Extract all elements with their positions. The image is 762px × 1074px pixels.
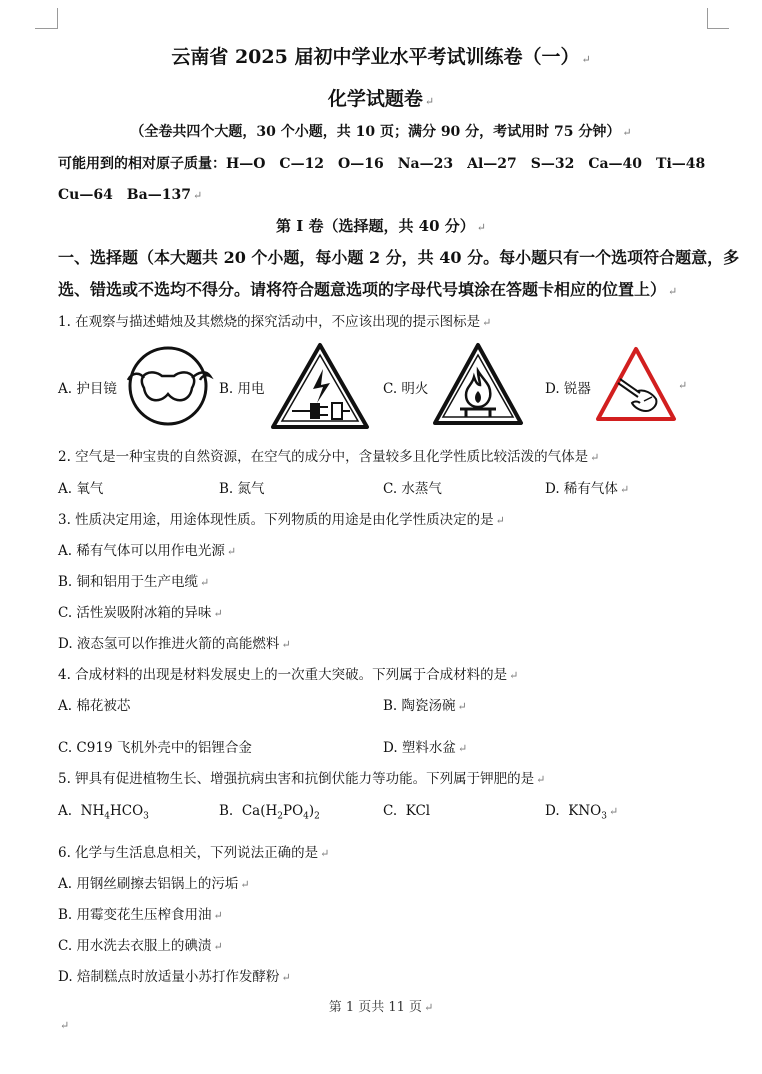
question-1-option-c: C. 明火 [383,381,429,397]
question-6-option-b: B. 用霉变花生压榨食用油 ↵ [58,907,223,923]
crop-mark-left-v [57,8,58,29]
question-2-option-a: A. 氧气 [58,481,104,497]
question-5-stem: 5. 钾具有促进植物生长、增强抗病虫害和抗倒伏能力等功能。下列属于钾肥的是 ↵ [58,771,546,787]
question-1-end-mark: ↵ [678,379,688,392]
part1-title: 第 I 卷（选择题，共 40 分） ↵ [276,217,486,235]
question-3-option-a: A. 稀有气体可以用作电光源 ↵ [58,543,237,559]
page-title: 云南省 2025 届初中学业水平考试训练卷（一） ↵ [171,46,591,68]
question-3-stem: 3. 性质决定用途，用途体现性质。下列物质的用途是由化学性质决定的是 ↵ [58,512,505,528]
atomic-masses-line1: 可能用到的相对原子质量：H—O C—12 O—16 Na—23 Al—27 S—32 Ca—40 Ti—48 [58,156,706,172]
question-4-option-c: C. C919 飞机外壳中的铝锂合金 [58,740,252,756]
question-3-option-b: B. 铜和铝用于生产电缆 ↵ [58,574,210,590]
question-5-option-b: B. $Ca(H_2PO_4)_2$ [219,803,320,822]
question-1-option-d: D. 锐器 [545,381,591,397]
question-3-option-c: C. 活性炭吸附冰箱的异味 ↵ [58,605,223,621]
atomic-masses-line2: Cu—64 Ba—137 ↵ [58,187,203,203]
question-3-option-d: D. 液态氢可以作推进火箭的高能燃料 ↵ [58,636,291,652]
section1-heading-line1: 一、选择题（本大题共 20 个小题，每小题 2 分，共 40 分。每小题只有一个选项符合题意，多 [58,248,740,267]
question-2-option-b: B. 氮气 [219,481,265,497]
trailing-paragraph-mark: ↵ [60,1019,70,1032]
question-6-stem: 6. 化学与生活息息相关，下列说法正确的是 ↵ [58,845,330,861]
question-5-option-c: C. KCl [383,803,431,819]
question-2-option-d: D. 稀有气体 ↵ [545,481,630,497]
sharp-object-warning-icon [594,345,678,425]
question-6-option-a: A. 用钢丝刷擦去铝锅上的污垢 ↵ [58,876,250,892]
question-4-option-b: B. 陶瓷汤碗 ↵ [383,698,467,714]
crop-mark-right-h [707,28,729,29]
question-4-option-d: D. 塑料水盆 ↵ [383,740,468,756]
page-subtitle: 化学试题卷 ↵ [327,88,435,110]
question-6-option-d: D. 焙制糕点时放适量小苏打作发酵粉 ↵ [58,969,291,985]
open-flame-warning-icon [432,341,524,427]
question-4-option-a: A. 棉花被芯 [58,698,131,714]
question-2-option-c: C. 水蒸气 [383,481,442,497]
question-6-option-c: C. 用水洗去衣服上的碘渍 ↵ [58,938,223,954]
question-4-stem: 4. 合成材料的出现是材料发展史上的一次重大突破。下列属于合成材料的是 ↵ [58,667,519,683]
question-5-option-d: D. $KNO_3$ ↵ [545,803,619,822]
section1-heading-line2: 选、错选或不选均不得分。请将符合题意选项的字母代号填涂在答题卡相应的位置上） ↵ [58,280,678,299]
question-5-option-a: A. $NH_4HCO_3$ [58,803,149,822]
electricity-warning-icon [270,341,370,431]
page-footer: 第 1 页共 11 页 ↵ [328,1000,434,1015]
question-1-option-b: B. 用电 [219,381,265,397]
question-2-stem: 2. 空气是一种宝贵的自然资源，在空气的成分中，含量较多且化学性质比较活泼的气体是 ↵ [58,449,600,465]
crop-mark-right-v [707,8,708,29]
goggles-icon [122,344,214,428]
question-1-option-a: A. 护目镜 [58,381,117,397]
question-1-stem: 1. 在观察与描述蜡烛及其燃烧的探究活动中，不应该出现的提示图标是 ↵ [58,314,492,330]
exam-instructions: （全卷共四个大题，30 个小题，共 10 页；满分 90 分，考试用时 75 分钟） ↵ [130,124,632,140]
crop-mark-left-h [35,28,57,29]
